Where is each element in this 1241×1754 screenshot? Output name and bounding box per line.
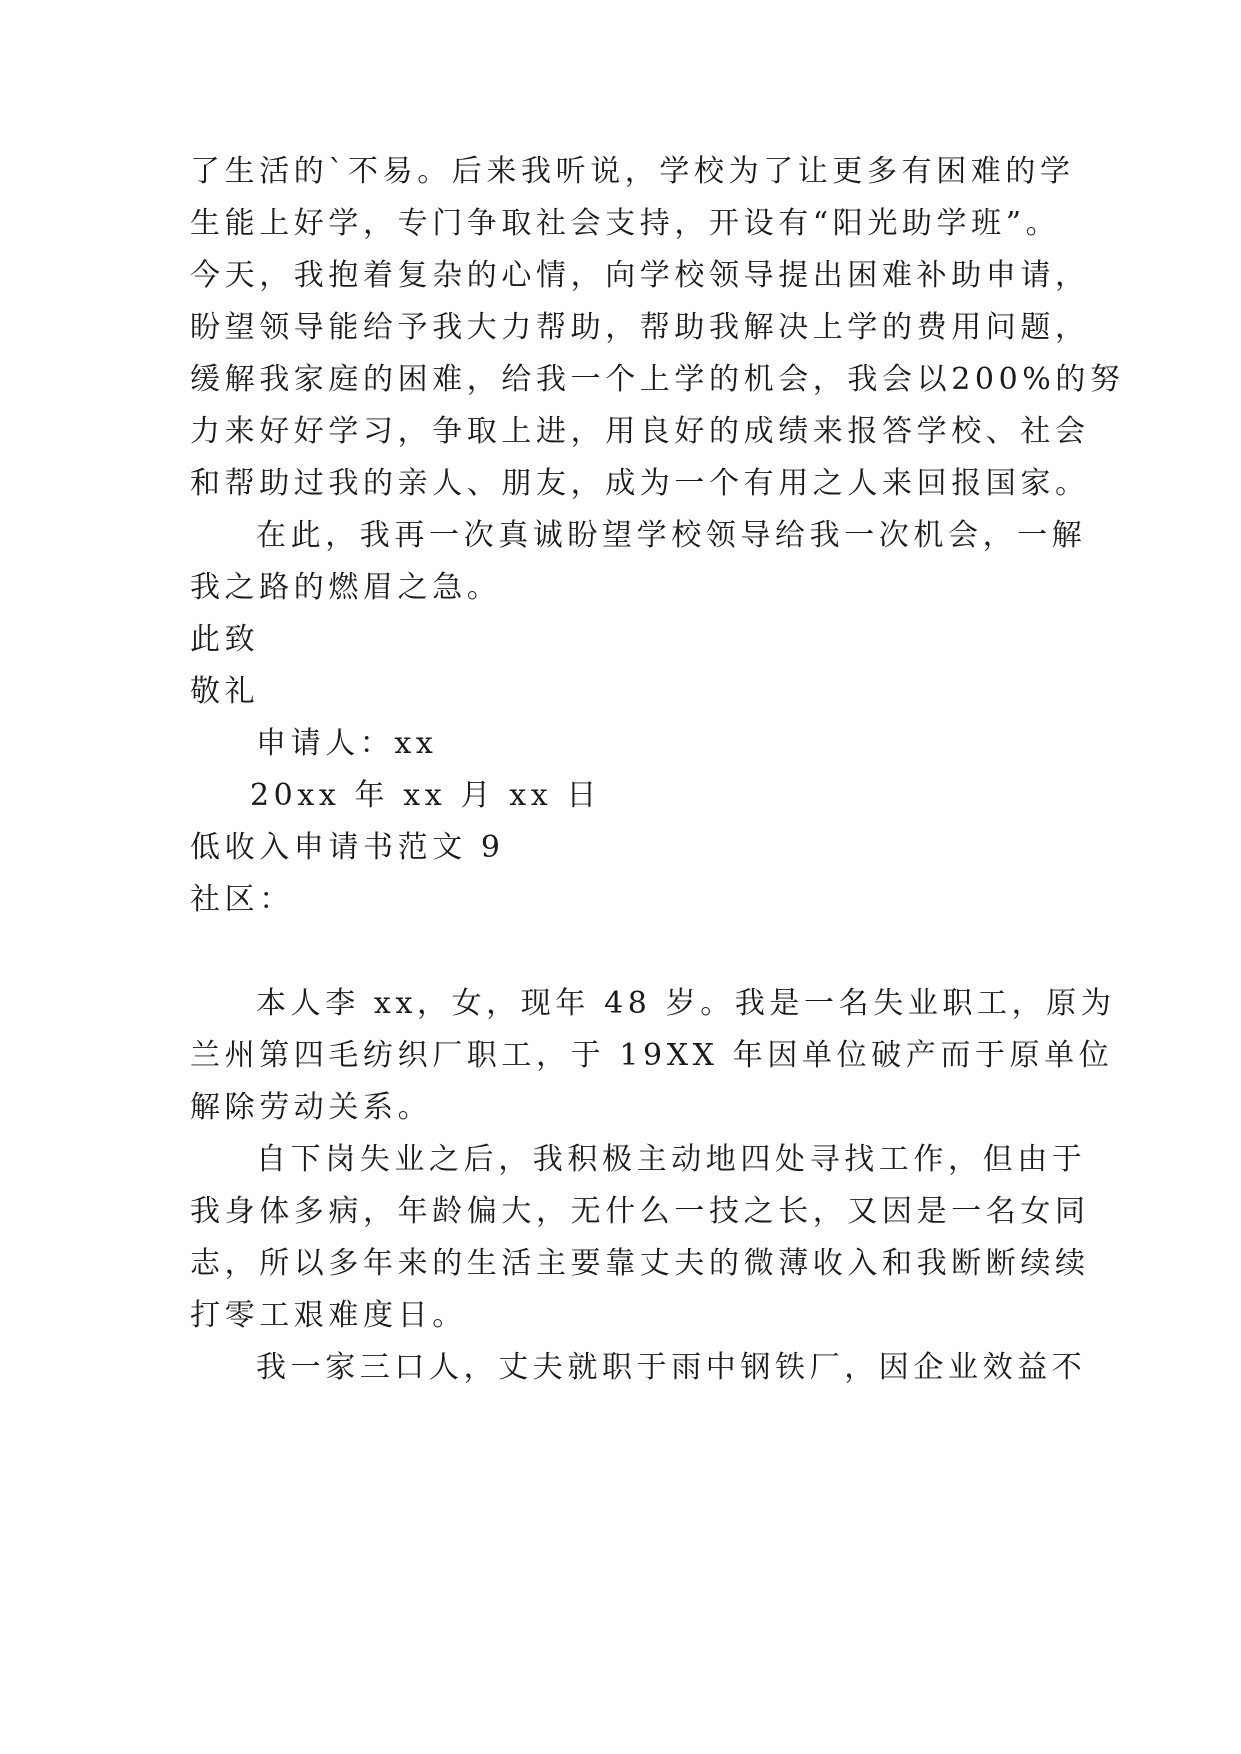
body-line: 缓解我家庭的困难，给我一个上学的机会，我会以200%的努 <box>190 362 1125 397</box>
paragraph-line: 自下岗失业之后，我积极主动地四处寻找工作，但由于 <box>256 1142 1087 1177</box>
body-line: 盼望领导能给予我大力帮助，帮助我解决上学的费用问题， <box>190 310 1090 345</box>
body-line: 力来好好学习，争取上进，用良好的成绩来报答学校、社会 <box>190 414 1090 449</box>
paragraph-line: 兰州第四毛纺织厂职工，于 19XX 年因单位破产而于原单位 <box>190 1038 1114 1073</box>
addressee: 社区： <box>190 882 294 917</box>
paragraph-line: 志，所以多年来的生活主要靠丈夫的微薄收入和我断断续续 <box>190 1246 1090 1281</box>
letter-date: 20xx 年 xx 月 xx 日 <box>250 778 601 813</box>
closing-paragraph-line: 我之路的燃眉之急。 <box>190 570 502 605</box>
applicant-signature: 申请人：xx <box>256 726 438 761</box>
paragraph-line: 解除劳动关系。 <box>190 1090 433 1125</box>
sample-heading: 低收入申请书范文 9 <box>190 830 505 865</box>
paragraph-line: 我身体多病，年龄偏大，无什么一技之长，又因是一名女同 <box>190 1194 1090 1229</box>
closing-paragraph-line: 在此，我再一次真诚盼望学校领导给我一次机会，一解 <box>256 518 1087 553</box>
body-line: 今天，我抱着复杂的心情，向学校领导提出困难补助申请， <box>190 258 1090 293</box>
paragraph-line: 打零工艰难度日。 <box>190 1298 467 1333</box>
salutation-jing-li: 敬礼 <box>190 674 260 709</box>
paragraph-line: 我一家三口人，丈夫就职于雨中钢铁厂，因企业效益不 <box>256 1350 1087 1385</box>
body-line: 和帮助过我的亲人、朋友，成为一个有用之人来回报国家。 <box>190 466 1090 501</box>
body-line: 生能上好学，专门争取社会支持，开设有“阳光助学班”。 <box>190 206 1061 241</box>
paragraph-line: 本人李 xx，女，现年 48 岁。我是一名失业职工，原为 <box>256 986 1116 1021</box>
salutation-ci-zhi: 此致 <box>190 622 260 657</box>
body-line: 了生活的`不易。后来我听说，学校为了让更多有困难的学 <box>190 154 1075 189</box>
